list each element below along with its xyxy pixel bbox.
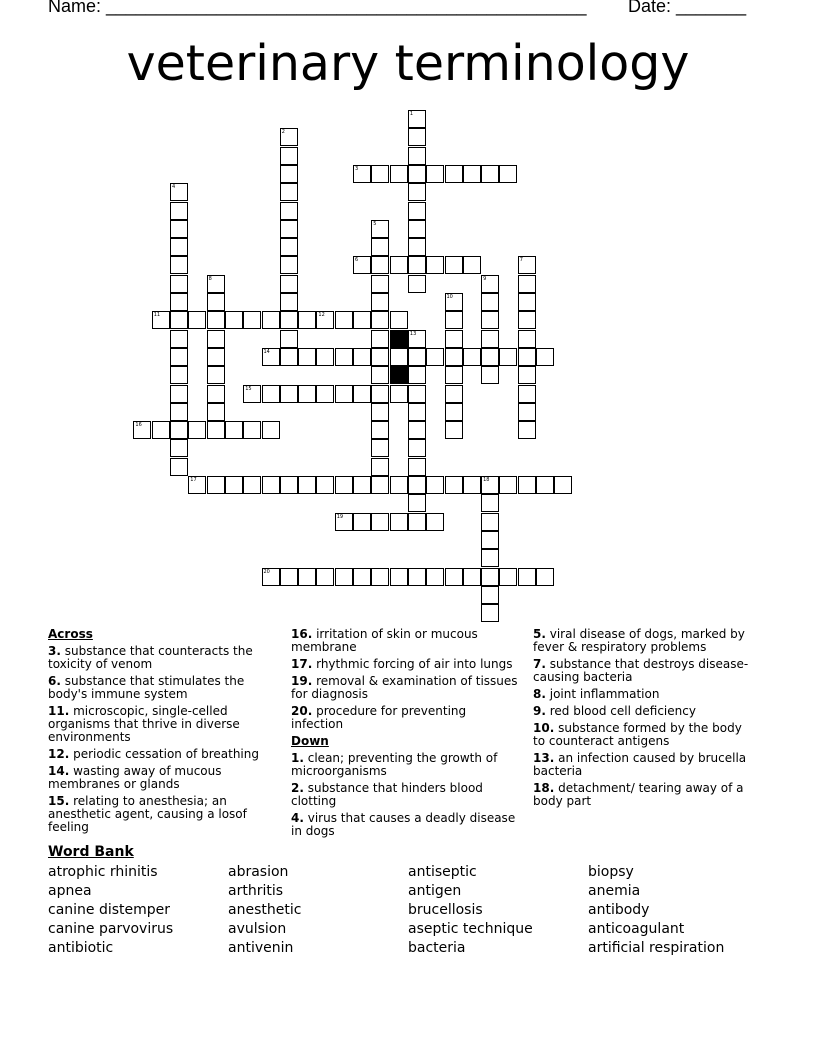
crossword-cell[interactable] xyxy=(225,421,243,439)
clue-number: 9 xyxy=(483,275,487,282)
crossword-cell[interactable] xyxy=(371,348,389,366)
clue-number: 6 xyxy=(355,257,359,264)
crossword-cell[interactable] xyxy=(481,330,499,348)
crossword-cell[interactable] xyxy=(499,348,517,366)
crossword-cell[interactable] xyxy=(170,293,188,311)
crossword-cell[interactable] xyxy=(518,275,536,293)
crossword-cell[interactable] xyxy=(371,165,389,183)
word-bank-item: antiseptic xyxy=(408,864,477,880)
crossword-cell[interactable] xyxy=(518,385,536,403)
crossword-cell[interactable] xyxy=(280,330,298,348)
crossword-cell[interactable] xyxy=(408,513,426,531)
crossword-cell[interactable] xyxy=(408,256,426,274)
clue-across-12: 12. periodic cessation of breathing xyxy=(48,747,259,761)
crossword-cell[interactable] xyxy=(408,128,426,146)
crossword-cell[interactable] xyxy=(390,256,408,274)
crossword-cell[interactable] xyxy=(298,311,316,329)
crossword-cell[interactable] xyxy=(225,476,243,494)
clue-across-11: 11. microscopic, single-celled organisms that thrive in diverse environments xyxy=(48,704,240,744)
crossword-cell[interactable] xyxy=(371,311,389,329)
crossword-cell[interactable] xyxy=(316,385,334,403)
crossword-cell[interactable] xyxy=(298,385,316,403)
word-bank-item: apnea xyxy=(48,883,92,899)
crossword-cell[interactable] xyxy=(463,256,481,274)
word-bank-item: aseptic technique xyxy=(408,921,533,937)
word-bank-item: canine distemper xyxy=(48,902,171,918)
crossword-cell[interactable] xyxy=(408,330,426,348)
crossword-cell[interactable] xyxy=(316,348,334,366)
crossword-cell[interactable] xyxy=(280,256,298,274)
crossword-cell[interactable] xyxy=(170,238,188,256)
crossword-cell[interactable] xyxy=(481,165,499,183)
clue-number: 16 xyxy=(135,422,142,429)
word-bank-item: antigen xyxy=(408,883,462,899)
crossword-cell[interactable] xyxy=(207,330,225,348)
crossword-cell[interactable] xyxy=(262,348,280,366)
clue-number: 15 xyxy=(245,385,252,392)
clue-number: 20 xyxy=(263,568,270,575)
clue-number: 14 xyxy=(263,348,270,355)
clue-number: 2 xyxy=(281,129,285,136)
crossword-cell[interactable] xyxy=(371,403,389,421)
clue-number: 8 xyxy=(208,275,212,282)
crossword-cell[interactable] xyxy=(280,165,298,183)
crossword-cell[interactable] xyxy=(518,403,536,421)
crossword-cell[interactable] xyxy=(536,476,554,494)
word-bank-item: atrophic rhinitis xyxy=(48,864,158,880)
crossword-cell[interactable] xyxy=(280,202,298,220)
crossword-cell[interactable] xyxy=(463,165,481,183)
word-bank-item: antibiotic xyxy=(48,940,114,956)
crossword-cell[interactable] xyxy=(518,293,536,311)
crossword-cell[interactable] xyxy=(371,238,389,256)
crossword-cell[interactable] xyxy=(481,476,499,494)
word-bank-item: canine parvovirus xyxy=(48,921,174,937)
crossword-cell[interactable] xyxy=(207,421,225,439)
crossword-cell[interactable] xyxy=(371,513,389,531)
crossword-cell[interactable] xyxy=(445,165,463,183)
word-bank-column-4 xyxy=(588,863,724,958)
clue-number: 7 xyxy=(519,257,523,264)
crossword-cell[interactable] xyxy=(371,220,389,238)
crossword-cell[interactable] xyxy=(445,421,463,439)
clue-across-3: 3. substance that counteracts the toxicity of venom xyxy=(48,644,253,671)
crossword-cell[interactable] xyxy=(371,256,389,274)
crossword-cell[interactable] xyxy=(408,238,426,256)
clue-across-20: 20. procedure for preventing infection xyxy=(291,704,467,731)
clue-number: 18 xyxy=(483,477,490,483)
crossword-cell[interactable] xyxy=(445,256,463,274)
crossword-cell[interactable] xyxy=(170,366,188,384)
crossword-cell[interactable] xyxy=(262,311,280,329)
crossword-cell[interactable] xyxy=(170,275,188,293)
crossword-cell[interactable] xyxy=(316,311,334,329)
word-bank-item: arthritis xyxy=(228,883,284,899)
crossword-cell[interactable] xyxy=(243,311,261,329)
crossword-cell[interactable] xyxy=(518,568,536,586)
crossword-cell[interactable] xyxy=(408,568,426,586)
clue-number: 4 xyxy=(172,184,176,191)
crossword-cell[interactable] xyxy=(408,385,426,403)
crossword-cell[interactable] xyxy=(390,311,408,329)
word-bank-title: Word Bank xyxy=(48,844,134,860)
clue-across-16: 16. irritation of skin or mucous membrane xyxy=(291,627,478,654)
crossword-cell[interactable] xyxy=(481,366,499,384)
clue-down-4: 4. virus that causes a deadly disease in dogs xyxy=(291,811,516,838)
crossword-cell[interactable] xyxy=(481,348,499,366)
crossword-cell[interactable] xyxy=(170,330,188,348)
crossword-cell[interactable] xyxy=(188,311,206,329)
crossword-cell[interactable] xyxy=(408,348,426,366)
crossword-cell[interactable] xyxy=(280,385,298,403)
crossword-cell[interactable] xyxy=(170,439,188,457)
crossword-cell[interactable] xyxy=(445,348,463,366)
clue-down-2: 2. substance that hinders blood clotting xyxy=(291,781,483,808)
crossword-cell[interactable] xyxy=(518,476,536,494)
crossword-cell[interactable] xyxy=(371,568,389,586)
down-heading: Down xyxy=(291,734,329,748)
crossword-cell[interactable] xyxy=(280,238,298,256)
crossword-cell[interactable] xyxy=(335,476,353,494)
crossword-cell[interactable] xyxy=(518,421,536,439)
crossword-cell[interactable] xyxy=(353,311,371,329)
crossword-cell[interactable] xyxy=(390,568,408,586)
crossword-cell[interactable] xyxy=(353,256,371,274)
word-bank-item: abrasion xyxy=(228,864,289,880)
crossword-cell[interactable] xyxy=(207,293,225,311)
crossword-cell[interactable] xyxy=(445,366,463,384)
word-bank-item: anticoagulant xyxy=(588,921,685,937)
clue-across-6: 6. substance that stimulates the body's immune system xyxy=(48,674,245,701)
crossword-cell[interactable] xyxy=(280,183,298,201)
clue-down-9: 9. red blood cell deficiency xyxy=(533,704,696,718)
clue-number: 13 xyxy=(409,330,417,337)
crossword-cell[interactable] xyxy=(170,256,188,274)
crossword-cell[interactable] xyxy=(408,183,426,201)
crossword-cell[interactable] xyxy=(518,256,536,274)
crossword-block xyxy=(390,330,408,348)
crossword-cell[interactable] xyxy=(463,476,481,494)
crossword-cell[interactable] xyxy=(262,385,280,403)
crossword-cell[interactable] xyxy=(426,256,444,274)
clue-down-18: 18. detachment/ tearing away of a body part xyxy=(533,781,744,808)
clue-number: 1 xyxy=(409,111,414,117)
crossword-cell[interactable] xyxy=(408,275,426,293)
crossword-cell[interactable] xyxy=(518,348,536,366)
clue-number: 12 xyxy=(318,312,325,319)
crossword-cell[interactable] xyxy=(280,147,298,165)
crossword-cell[interactable] xyxy=(390,165,408,183)
crossword-cell[interactable] xyxy=(390,476,408,494)
crossword-cell[interactable] xyxy=(481,494,499,512)
crossword-cell[interactable] xyxy=(481,568,499,586)
crossword-cell[interactable] xyxy=(426,568,444,586)
crossword-cell[interactable] xyxy=(207,366,225,384)
crossword-cell[interactable] xyxy=(371,439,389,457)
crossword-cell[interactable] xyxy=(262,568,280,586)
word-bank-column-3 xyxy=(408,863,533,958)
clue-number: 5 xyxy=(373,220,377,227)
crossword-cell[interactable] xyxy=(481,293,499,311)
crossword-cell[interactable] xyxy=(536,348,554,366)
crossword-cell[interactable] xyxy=(390,348,408,366)
crossword-cell[interactable] xyxy=(262,421,280,439)
crossword-cell[interactable] xyxy=(280,476,298,494)
crossword-cell[interactable] xyxy=(408,220,426,238)
crossword-cell[interactable] xyxy=(188,476,206,494)
crossword-cell[interactable] xyxy=(170,311,188,329)
crossword-cell[interactable] xyxy=(445,476,463,494)
crossword-cell[interactable] xyxy=(481,586,499,604)
crossword-cell[interactable] xyxy=(426,513,444,531)
crossword-cell[interactable] xyxy=(353,568,371,586)
crossword-cell[interactable] xyxy=(445,568,463,586)
crossword-cell[interactable] xyxy=(408,421,426,439)
crossword-cell[interactable] xyxy=(353,348,371,366)
crossword-cell[interactable] xyxy=(371,421,389,439)
clue-across-15: 15. relating to anesthesia; an anesthetic agent, causing a losof feeling xyxy=(48,794,247,834)
crossword-cell[interactable] xyxy=(353,385,371,403)
crossword-cell[interactable] xyxy=(170,385,188,403)
crossword-cell[interactable] xyxy=(445,311,463,329)
crossword-cell[interactable] xyxy=(426,165,444,183)
crossword-cell[interactable] xyxy=(280,311,298,329)
crossword-cell[interactable] xyxy=(481,275,499,293)
word-bank-item: bacteria xyxy=(408,940,466,956)
crossword-cell[interactable] xyxy=(445,330,463,348)
crossword-cell[interactable] xyxy=(298,476,316,494)
date-field[interactable]: Date: _______ xyxy=(628,0,747,16)
crossword-cell[interactable] xyxy=(316,476,334,494)
crossword-cell[interactable] xyxy=(426,348,444,366)
clue-number: 10 xyxy=(446,294,453,300)
crossword-cell[interactable] xyxy=(499,476,517,494)
crossword-cell[interactable] xyxy=(316,568,334,586)
crossword-cell[interactable] xyxy=(408,494,426,512)
clue-across-19: 19. removal & examination of tissues for diagnosis xyxy=(291,674,518,701)
crossword-cell[interactable] xyxy=(445,403,463,421)
crossword-cell[interactable] xyxy=(225,311,243,329)
crossword-cell[interactable] xyxy=(371,366,389,384)
crossword-cell[interactable] xyxy=(481,604,499,622)
crossword-cell[interactable] xyxy=(335,513,353,531)
crossword-cell[interactable] xyxy=(207,385,225,403)
crossword-cell[interactable] xyxy=(207,348,225,366)
crossword-cell[interactable] xyxy=(408,147,426,165)
crossword-cell[interactable] xyxy=(518,311,536,329)
crossword-cell[interactable] xyxy=(390,385,408,403)
crossword-cell[interactable] xyxy=(170,421,188,439)
crossword-cell[interactable] xyxy=(298,568,316,586)
crossword-cell[interactable] xyxy=(445,385,463,403)
clues-column-1 xyxy=(48,628,263,838)
crossword-cell[interactable] xyxy=(481,531,499,549)
crossword-cell[interactable] xyxy=(335,311,353,329)
word-bank-item: artificial respiration xyxy=(588,940,725,956)
crossword-cell[interactable] xyxy=(280,220,298,238)
crossword-cell[interactable] xyxy=(280,293,298,311)
crossword-cell[interactable] xyxy=(243,476,261,494)
crossword-cell[interactable] xyxy=(170,348,188,366)
crossword-cell[interactable] xyxy=(353,165,371,183)
crossword-cell[interactable] xyxy=(408,165,426,183)
crossword-cell[interactable] xyxy=(335,385,353,403)
crossword-cell[interactable] xyxy=(207,275,225,293)
crossword-cell[interactable] xyxy=(408,366,426,384)
crossword-cell[interactable] xyxy=(371,385,389,403)
clues-column-2 xyxy=(291,628,519,842)
page-title: veterinary terminology xyxy=(126,35,690,92)
clue-down-10: 10. substance formed by the body to counteract antigens xyxy=(533,721,742,748)
crossword-cell[interactable] xyxy=(170,220,188,238)
crossword-cell[interactable] xyxy=(262,476,280,494)
word-bank-item: avulsion xyxy=(228,921,287,937)
clue-down-1: 1. clean; preventing the growth of microorganisms xyxy=(291,751,498,778)
crossword-cell[interactable] xyxy=(207,311,225,329)
clue-number: 17 xyxy=(190,477,197,483)
clues-column-3 xyxy=(533,628,755,812)
crossword-cell[interactable] xyxy=(207,476,225,494)
crossword-cell[interactable] xyxy=(335,348,353,366)
word-bank-column-2 xyxy=(228,863,301,958)
across-heading: Across xyxy=(48,627,93,641)
crossword-cell[interactable] xyxy=(518,330,536,348)
crossword-cell[interactable] xyxy=(426,476,444,494)
crossword-cell[interactable] xyxy=(408,403,426,421)
crossword-cell[interactable] xyxy=(390,513,408,531)
word-bank-item: anemia xyxy=(588,883,641,899)
word-bank-column-1 xyxy=(48,863,173,958)
crossword-cell[interactable] xyxy=(408,439,426,457)
crossword-cell[interactable] xyxy=(481,513,499,531)
word-bank-item: biopsy xyxy=(588,864,634,880)
crossword-cell[interactable] xyxy=(536,568,554,586)
word-bank-item: brucellosis xyxy=(408,902,483,918)
crossword-cell[interactable] xyxy=(353,513,371,531)
crossword-cell[interactable] xyxy=(481,311,499,329)
crossword-cell[interactable] xyxy=(280,275,298,293)
crossword-cell[interactable] xyxy=(207,403,225,421)
crossword-cell[interactable] xyxy=(371,458,389,476)
crossword-cell[interactable] xyxy=(371,476,389,494)
crossword-cell[interactable] xyxy=(408,202,426,220)
clue-across-14: 14. wasting away of mucous membranes or glands xyxy=(48,764,222,791)
crossword-cell[interactable] xyxy=(353,476,371,494)
word-bank-item: anesthetic xyxy=(228,902,302,918)
clue-number: 19 xyxy=(336,513,344,520)
crossword-cell[interactable] xyxy=(518,366,536,384)
crossword-block xyxy=(390,366,408,384)
crossword-cell[interactable] xyxy=(152,421,170,439)
crossword-cell[interactable] xyxy=(554,476,572,494)
crossword-cell[interactable] xyxy=(371,293,389,311)
crossword-cell[interactable] xyxy=(170,458,188,476)
crossword-cell[interactable] xyxy=(463,568,481,586)
word-bank-item: antibody xyxy=(588,902,650,918)
crossword-cell[interactable] xyxy=(408,458,426,476)
crossword-cell[interactable] xyxy=(170,202,188,220)
crossword-cell[interactable] xyxy=(188,421,206,439)
clue-down-8: 8. joint inflammation xyxy=(533,687,660,701)
crossword-cell[interactable] xyxy=(481,549,499,567)
crossword-cell[interactable] xyxy=(170,403,188,421)
crossword-cell[interactable] xyxy=(152,311,170,329)
crossword-cell[interactable] xyxy=(408,110,426,128)
word-bank-item: antivenin xyxy=(228,940,294,956)
clue-number: 11 xyxy=(153,312,161,319)
crossword-cell[interactable] xyxy=(408,476,426,494)
clue-down-13: 13. an infection caused by brucella bacteria xyxy=(533,751,747,778)
crossword-cell[interactable] xyxy=(133,421,151,439)
clue-down-7: 7. substance that destroys disease-causing bacteria xyxy=(533,657,749,684)
crossword-cell[interactable] xyxy=(280,568,298,586)
crossword-cell[interactable] xyxy=(280,128,298,146)
crossword-cell[interactable] xyxy=(298,348,316,366)
crossword-cell[interactable] xyxy=(499,568,517,586)
crossword-cell[interactable] xyxy=(170,183,188,201)
crossword-cell[interactable] xyxy=(371,330,389,348)
clue-across-17: 17. rhythmic forcing of air into lungs xyxy=(291,657,513,671)
clue-number: 3 xyxy=(355,165,359,172)
crossword-cell[interactable] xyxy=(280,348,298,366)
crossword-cell[interactable] xyxy=(499,165,517,183)
crossword-cell[interactable] xyxy=(445,293,463,311)
crossword-cell[interactable] xyxy=(243,385,261,403)
crossword-cell[interactable] xyxy=(335,568,353,586)
name-field[interactable]: Name: ________________________________________________ xyxy=(48,0,587,16)
crossword-cell[interactable] xyxy=(463,348,481,366)
clue-down-5: 5. viral disease of dogs, marked by fever & respiratory problems xyxy=(533,627,745,654)
crossword-cell[interactable] xyxy=(371,275,389,293)
crossword-cell[interactable] xyxy=(243,421,261,439)
